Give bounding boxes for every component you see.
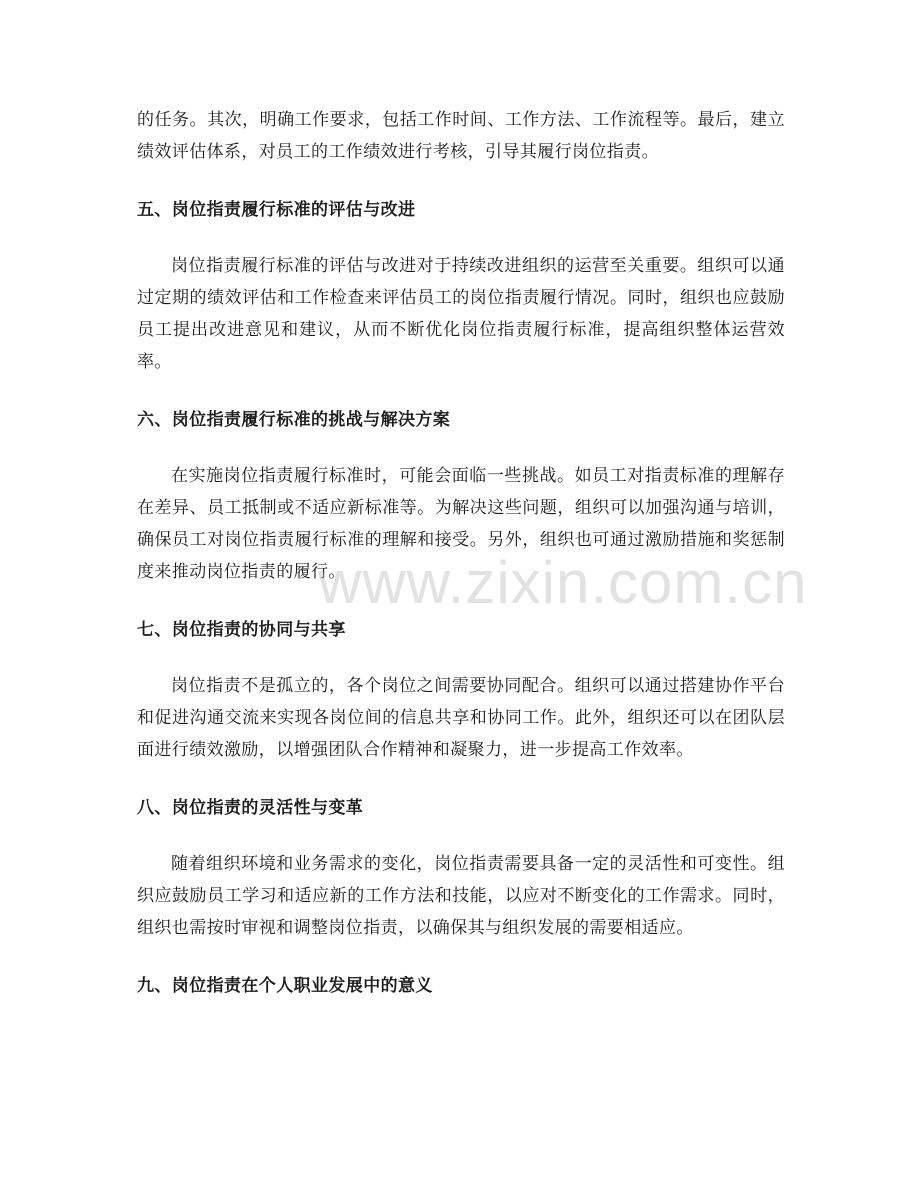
- section-paragraph-8: 随着组织环境和业务需求的变化，岗位指责需要具备一定的灵活性和可变性。组织应鼓励员工学习和适应新的工作方法和技能，以应对不断变化的工作需求。同时，组织也需按时审视和调整岗位指责，以确保其与组织发展的需要相适应。: [137, 854, 785, 938]
- section-paragraph-5: 岗位指责履行标准的评估与改进对于持续改进组织的运营至关重要。组织可以通过定期的绩效评估和工作检查来评估员工的岗位指责履行情况。同时，组织也应鼓励员工提出改进意见和建议，从而不断优化岗位指责履行标准，提高组织整体运营效率。: [137, 256, 785, 372]
- document-body: [137, 104, 785, 1002]
- section-heading-7: 七、岗位指责的协同与共享: [137, 620, 346, 640]
- section-paragraph-6: 在实施岗位指责履行标准时，可能会面临一些挑战。如员工对指责标准的理解存在差异、员工抵制或不适应新标准等。为解决这些问题，组织可以加强沟通与培训，确保员工对岗位指责履行标准的理解和接受。另外，组织也可通过激励措施和奖惩制度来推动岗位指责的履行。: [137, 466, 785, 582]
- section-heading-8: 八、岗位指责的灵活性与变革: [137, 798, 364, 818]
- watermark: www.zixin.com.cn: [318, 549, 808, 616]
- intro-paragraph: 的任务。其次，明确工作要求，包括工作时间、工作方法、工作流程等。最后，建立绩效评估体系，对员工的工作绩效进行考核，引导其履行岗位指责。: [137, 110, 785, 162]
- section-heading-6: 六、岗位指责履行标准的挑战与解决方案: [137, 410, 451, 430]
- section-paragraph-7: 岗位指责不是孤立的，各个岗位之间需要协同配合。组织可以通过搭建协作平台和促进沟通交流来实现各岗位间的信息共享和协同工作。此外，组织还可以在团队层面进行绩效激励，以增强团队合作精神和凝聚力，进一步提高工作效率。: [137, 676, 785, 760]
- section-heading-9: 九、岗位指责在个人职业发展中的意义: [137, 976, 433, 996]
- section-heading-5: 五、岗位指责履行标准的评估与改进: [137, 200, 416, 220]
